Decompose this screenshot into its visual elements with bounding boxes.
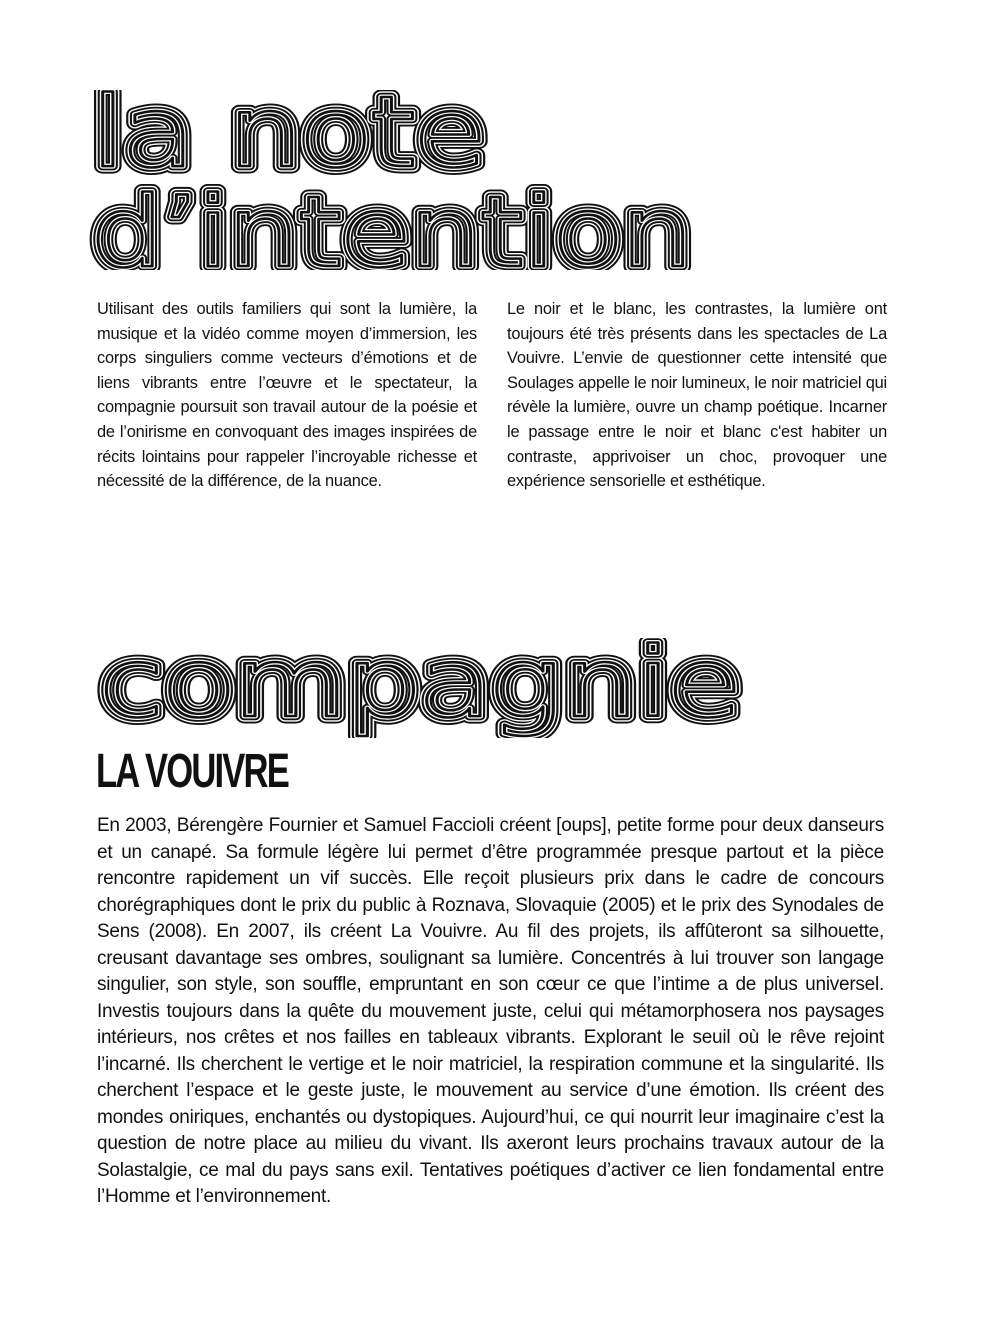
- intention-heading: [0, 90, 1000, 270]
- intention-heading-art: [0, 90, 1000, 270]
- compagnie-bio: En 2003, Bérengère Fournier et Samuel Faccioli créent [oups], petite forme pour deux danseurs et un canapé. Sa formule légère lui permet d’être programmée presque partout et la pièce rencontre rapidement un vif succès. Elle reçoit plusieurs prix dans le cadre de concours chorégraphiques dont le prix du public à Roznava, Slovaquie (2005) et le prix des Synodales de Sens (2008). En 2007, ils créent La Vouivre. Au fil des projets, ils affûteront sa silhouette, creusant davantage ses ombres, soulignant sa lumière. Concentrés à lui trouver son langage singulier, son style, son souffle, empruntant en son cœur ce que l’intime a de plus universel. Investis toujours dans la quête du mouvement juste, celui qui métamorphosera nos paysages intérieurs, nos crêtes et nos failles en tableaux vibrants. Explorant le seuil où le rêve rejoint l’incarné. Ils cherchent le vertige et le noir matriciel, la respiration commune et la singularité. Ils cherchent l’espace et le geste juste, le mouvement au service d’une émotion. Ils créent des mondes oniriques, enchantés ou dystopiques. Aujourd’hui, ce qui nourrit leur imaginaire c’est la question de notre place au milieu du vivant. Ils axeront leurs prochains travaux autour de la Solastalgie, ce mal du pays sans exil. Tentatives poétiques d’activer ce lien fondamental entre l’Homme et l’environnement.: [97, 815, 884, 1207]
- intention-paragraph-left: Utilisant des outils familiers qui sont la lumière, la musique et la vidéo comme moyen d’immersion, les corps singuliers comme vecteurs d’émotions et de liens vibrants entre l’œuvre et le spectateur, la compagnie poursuit son travail autour de la poésie et de l’onirisme en convoquant des images inspirées de récits lointains pour rappeler l’incroyable richesse et nécessité de la différence, de la nuance.: [97, 300, 477, 491]
- compagnie-heading: [0, 638, 1000, 738]
- compagnie-subtitle: LA VOUIVRE: [96, 745, 288, 798]
- intention-paragraph-right: Le noir et le blanc, les contrastes, la lumière ont toujours été très présents dans les spectacles de La Vouivre. L’envie de questionner cette intensité que Soulages appelle le noir lumineux, le noir matriciel qui révèle la lumière, ouvre un champ poétique. Incarner le passage entre le noir et blanc c'est habiter un contraste, apprivoiser un choc, provoquer une expérience sensorielle et esthétique.: [507, 300, 887, 491]
- compagnie-heading-art: [0, 638, 1000, 738]
